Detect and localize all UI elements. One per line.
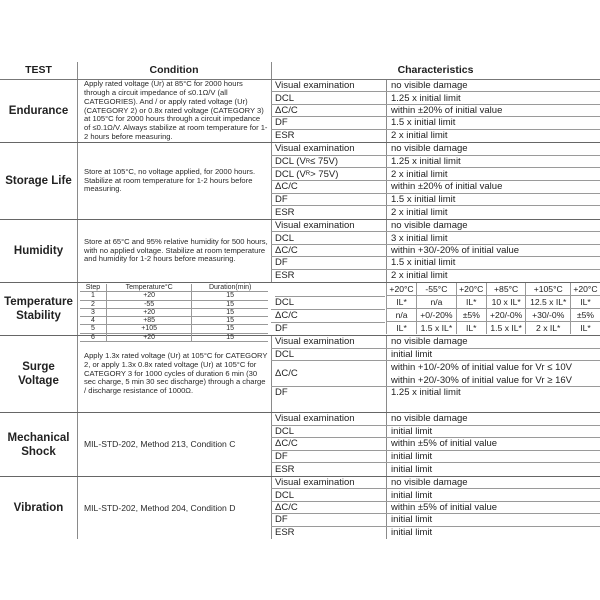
parameter-label: DF (275, 451, 288, 463)
characteristic-row (271, 489, 600, 501)
step-cell: 15 (192, 300, 268, 308)
parameter-label: DCL (V R > 75V) (275, 168, 339, 180)
requirement-value: within +30/-20% of initial value (391, 244, 520, 256)
requirement-value: no visible damage (391, 80, 468, 92)
characteristic-row (271, 92, 600, 104)
requirement-value: 2 x initial limit (391, 269, 448, 281)
value-cell: ±5% (570, 309, 600, 322)
value-cell: n/a (387, 309, 417, 322)
header-characteristics: Characteristics (397, 64, 474, 76)
step-cell: 15 (192, 317, 268, 325)
characteristic-row (271, 477, 600, 489)
temperature-value-row (387, 309, 600, 322)
temperature-header-row (387, 283, 600, 296)
step-cell: +20 (106, 292, 191, 300)
section-mechanical-shock (0, 413, 600, 477)
parameter-label: ESR (275, 206, 295, 218)
characteristic-row (271, 117, 600, 129)
characteristic-row (271, 105, 600, 117)
parameter-label: Visual examination (275, 220, 355, 232)
parameter-label: DCL (275, 349, 295, 361)
test-name: Surge Voltage (18, 361, 59, 387)
condition-text: MIL-STD-202, Method 204, Condition D (84, 502, 236, 513)
parameter-label: DF (275, 117, 288, 129)
value-cell: +20/-0% (486, 309, 526, 322)
parameter-label: ΔC/C (275, 181, 298, 193)
parameter-label: ΔC/C (275, 368, 298, 380)
parameter-label: Visual examination (275, 477, 355, 489)
parameter-label: Visual examination (275, 143, 355, 155)
requirement-value: within ±5% of initial value (391, 438, 498, 450)
requirement-value: 3 x initial limit (391, 232, 448, 244)
value-cell: n/a (417, 296, 457, 309)
step-cell: +85 (106, 317, 191, 325)
requirement-value: initial limit (391, 349, 433, 361)
requirement-value: within ±20% of initial value (391, 181, 503, 193)
parameter-label: DCL (275, 489, 295, 501)
step-row (80, 308, 268, 316)
condition-text: Store at 65°C and 95% relative humidity for 500 hours, with no applied voltage. Stabilize at room temperature and humidity for 1-2 hours before measuring. (84, 236, 268, 264)
parameter-label: DF (275, 387, 288, 399)
parameter-label: ESR (275, 526, 295, 538)
temperature-value-row (387, 322, 600, 335)
value-cell: IL* (570, 322, 600, 335)
value-cell: +0/-20% (417, 309, 457, 322)
requirement-value: initial limit (391, 451, 433, 463)
temperature-cell: +105°C (526, 283, 571, 296)
temperature-cell: +20°C (387, 283, 417, 296)
value-cell: 2 x IL* (526, 322, 571, 335)
value-cell: +30/-0% (526, 309, 571, 322)
requirement-value: 1.5 x initial limit (391, 117, 456, 129)
characteristic-row (271, 206, 600, 218)
requirement-value: within +10/-20% of initial value for Vr ≤ 10V within +20/-30% of initial value for Vr ≥ 16V (391, 361, 572, 386)
condition-text: Store at 105°C, no voltage applied, for 2000 hours. Stabilize at room temperature for 1-2 hours before measuring. (84, 166, 256, 194)
requirement-value: within ±20% of initial value (391, 104, 503, 116)
characteristic-row (271, 349, 600, 362)
step-cell: +105 (106, 325, 191, 333)
test-name: Mechanical Shock (7, 431, 70, 458)
characteristics (271, 413, 600, 476)
parameter-label: DCL (V R ≤ 75V) (275, 156, 339, 168)
step-cell: 15 (192, 333, 268, 341)
parameter-label: ESR (275, 463, 295, 475)
characteristics (271, 80, 600, 142)
characteristic-row (271, 194, 600, 207)
requirement-value: initial limit (391, 526, 433, 538)
param-labels (275, 283, 385, 335)
steps-header-row (80, 284, 268, 292)
parameter-label: Visual examination (275, 336, 355, 348)
characteristics (271, 283, 600, 335)
requirement-value: 1.5 x initial limit (391, 257, 456, 269)
requirement-value: no visible damage (391, 336, 468, 348)
requirement-value: initial limit (391, 425, 433, 437)
characteristic-row (271, 220, 600, 232)
requirement-value: 1.25 x initial limit (391, 387, 461, 399)
section-endurance (0, 80, 600, 143)
characteristic-row (271, 270, 600, 281)
parameter-label: DCL (275, 92, 295, 104)
value-cell: ±5% (456, 309, 486, 322)
step-cell: 2 (80, 300, 106, 308)
characteristic-row (271, 336, 600, 349)
test-name: Temperature Stability (4, 296, 73, 322)
parameter-label: ESR (275, 269, 295, 281)
step-cell: +20 (106, 308, 191, 316)
section-temperature-stability (0, 283, 600, 341)
parameter-label: DCL (271, 297, 385, 310)
characteristic-row (271, 502, 600, 514)
step-cell: 6 (80, 333, 106, 341)
parameter-label: DF (275, 514, 288, 526)
characteristic-row (271, 143, 600, 156)
step-cell: Temperature°C (106, 284, 191, 292)
test-name: Vibration (13, 502, 64, 514)
characteristic-row (271, 232, 600, 244)
step-cell: -55 (106, 300, 191, 308)
value-cell: IL* (456, 296, 486, 309)
parameter-label: DF (275, 323, 288, 334)
requirement-value: 2 x initial limit (391, 168, 448, 180)
parameter-label: Visual examination (275, 80, 355, 92)
characteristic-row (271, 245, 600, 257)
section-surge-voltage (0, 336, 600, 413)
step-cell: 15 (192, 308, 268, 316)
requirement-value: no visible damage (391, 413, 468, 425)
characteristic-row (271, 426, 600, 439)
characteristics (271, 477, 600, 539)
requirement-value: initial limit (391, 514, 433, 526)
requirement-value: 1.25 x initial limit (391, 156, 461, 168)
temperature-cell: +20°C (456, 283, 486, 296)
condition-text: Apply 1.3x rated voltage (Ur) at 105°C for CATEGORY 2, or apply 1.3x 0.8x rated voltage (Ur) at 105°C for CATEGORY 3 for 1000 cycles of duration 6 min (30 sec charge, 5 min 30 sec discharge) through a charge / discharge resistance of 1000Ω. (84, 350, 268, 396)
temperature-cell: +20°C (570, 283, 600, 296)
characteristic-row (271, 80, 600, 92)
value-cell: 10 x IL* (486, 296, 526, 309)
parameter-label: ΔC/C (275, 501, 298, 513)
requirement-value: initial limit (391, 463, 433, 475)
step-cell: 4 (80, 317, 106, 325)
step-cell: Step (80, 284, 106, 292)
value-cell: 1.5 x IL* (417, 322, 457, 335)
characteristic-row (271, 514, 600, 526)
characteristic-row (271, 257, 600, 269)
parameter-label: ΔC/C (275, 244, 298, 256)
requirement-value: initial limit (391, 489, 433, 501)
step-cell: +20 (106, 333, 191, 341)
characteristic-row (271, 130, 600, 141)
step-cell: 15 (192, 292, 268, 300)
parameter-label: DCL (275, 232, 295, 244)
step-row (80, 317, 268, 325)
step-cell: 5 (80, 325, 106, 333)
condition-text: MIL-STD-202, Method 213, Condition C (84, 439, 236, 450)
requirement-value: no visible damage (391, 220, 468, 232)
step-row (80, 300, 268, 308)
step-row (80, 325, 268, 333)
requirement-value: 1.5 x initial limit (391, 194, 456, 206)
header-condition: Condition (149, 64, 199, 76)
step-cell: 3 (80, 308, 106, 316)
parameter-label: ΔC/C (271, 310, 385, 323)
requirement-value: no visible damage (391, 143, 468, 155)
requirement-value: 2 x initial limit (391, 129, 448, 141)
test-name: Humidity (13, 245, 64, 257)
characteristic-row (271, 527, 600, 538)
table-header (0, 62, 600, 80)
parameter-label: ΔC/C (275, 104, 298, 116)
requirement-value: 2 x initial limit (391, 206, 448, 218)
section-humidity (0, 220, 600, 283)
test-specification-table (0, 62, 600, 539)
step-row (80, 292, 268, 300)
step-cell: 15 (192, 325, 268, 333)
parameter-label: DF (275, 194, 288, 206)
parameter-label: DF (275, 257, 288, 269)
temperature-steps-table (80, 284, 268, 342)
parameter-label: Visual examination (275, 413, 355, 425)
parameter-label: ΔC/C (275, 438, 298, 450)
characteristics (271, 143, 600, 219)
condition-text: Apply rated voltage (Ur) at 85°C for 2000 hours through a circuit impedance of ≤0.1Ω/V (all CATEGORIES). And / or apply rated voltage (Ur) (CATEGORY 2) or 0.8x rated voltage (CATEGORY 3) at 105°C for 2000 hours through a circuit impedance of ≤0.1Ω/V. Always stabilize at room temperature for 1-2 hours before measuring. (84, 78, 268, 142)
value-cell: 12.5 x IL* (526, 296, 571, 309)
requirement-value: no visible damage (391, 477, 468, 489)
characteristic-row (271, 181, 600, 194)
section-vibration (0, 477, 600, 539)
characteristic-row (271, 438, 600, 451)
temperature-cell: +85°C (486, 283, 526, 296)
characteristics (271, 336, 600, 412)
value-cell: IL* (387, 296, 417, 309)
characteristic-row (271, 156, 600, 169)
value-cell: IL* (387, 322, 417, 335)
characteristic-row (271, 361, 600, 386)
requirement-value: 1.25 x initial limit (391, 92, 461, 104)
requirement-value: within ±5% of initial value (391, 501, 498, 513)
parameter-label: ESR (275, 129, 295, 141)
characteristic-row (271, 451, 600, 464)
test-name: Endurance (8, 105, 69, 117)
temperature-characteristics-grid (386, 283, 600, 335)
temperature-value-row (387, 296, 600, 309)
characteristics (271, 220, 600, 282)
value-cell: 1.5 x IL* (486, 322, 526, 335)
characteristic-row (271, 413, 600, 426)
parameter-label: DCL (275, 425, 295, 437)
value-cell: IL* (456, 322, 486, 335)
step-cell: Duration(min) (192, 284, 268, 292)
characteristic-row (271, 463, 600, 475)
temperature-cell: -55°C (417, 283, 457, 296)
section-storage-life (0, 143, 600, 220)
step-cell: 1 (80, 292, 106, 300)
test-name: Storage Life (5, 175, 72, 187)
characteristic-row (271, 387, 600, 399)
header-test: TEST (25, 64, 52, 76)
value-cell: IL* (570, 296, 600, 309)
characteristic-row (271, 168, 600, 181)
